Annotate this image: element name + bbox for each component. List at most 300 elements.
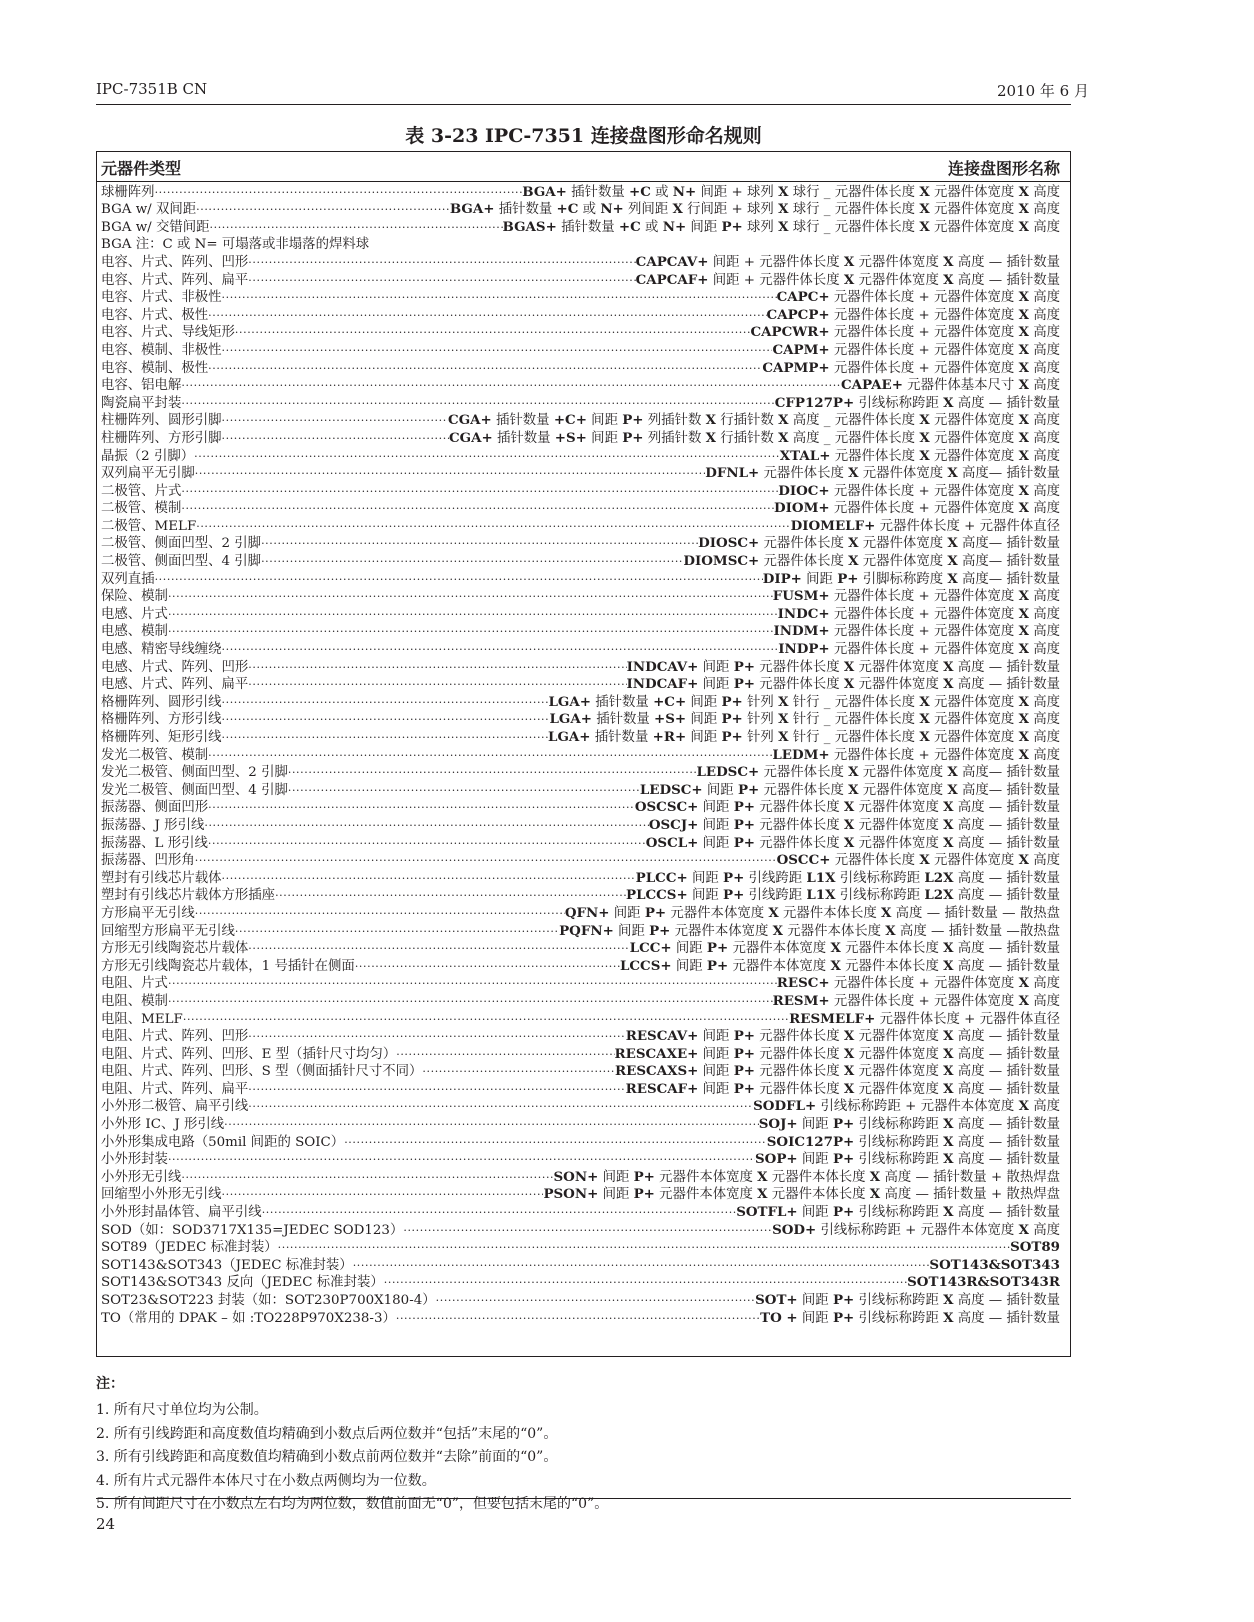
pattern-text-token: 元器件体宽度 — [854, 817, 944, 833]
pattern-code-token: X — [919, 201, 930, 218]
pattern-text-token: 元器件体宽度 — [929, 219, 1019, 235]
pattern-code-token: SOTFL+ — [736, 1204, 798, 1221]
pattern-code-token: OSCC+ — [776, 852, 831, 869]
land-pattern-name-cell — [646, 835, 1060, 852]
pattern-text-token: 针行 _ 元器件体长度 — [788, 712, 920, 728]
component-type-cell: 发光二极管、模制 — [101, 747, 209, 763]
pattern-code-token: X — [848, 553, 859, 570]
pattern-text-token: 高度 — [1028, 290, 1060, 306]
pattern-text-token: 元器件体长度 — [754, 1029, 844, 1045]
land-pattern-name-cell — [773, 623, 1060, 640]
pattern-text-token: 高度 — 插针数量 + 散热焊盘 — [880, 1187, 1060, 1203]
pattern-text-token: 元器件本体宽度 — [728, 941, 831, 957]
pattern-code-token: CAPC+ — [776, 289, 830, 306]
pattern-text-token: 高度 — [1028, 501, 1060, 517]
pattern-code-token: PQFN+ — [559, 922, 614, 939]
dot-leader — [168, 975, 777, 993]
pattern-code-token: CAPAE+ — [840, 377, 903, 394]
pattern-text-token: 或 — [640, 219, 663, 235]
table-row — [101, 887, 1060, 905]
pattern-code-token: P+ — [733, 834, 755, 851]
pattern-code-token: CGA+ — [448, 412, 492, 429]
component-type-cell: 保险、模制 — [101, 589, 168, 605]
pattern-code-token: LEDM+ — [772, 746, 830, 763]
pattern-text-token: 行间距 + 球列 — [682, 202, 779, 218]
land-pattern-name-cell — [760, 1310, 1060, 1327]
pattern-code-token: P+ — [837, 570, 859, 587]
pattern-code-token: SOT143&SOT343 — [929, 1256, 1060, 1273]
pattern-code-token: TO + — [760, 1309, 798, 1326]
pattern-text-token: 插针数量 — [494, 202, 557, 218]
dot-leader — [208, 359, 762, 377]
pattern-code-token: INDP+ — [778, 641, 830, 658]
land-pattern-name-cell — [626, 887, 1060, 904]
pattern-text-token: 高度— 插针数量 — [957, 782, 1060, 798]
land-pattern-name-cell — [1010, 1239, 1060, 1256]
pattern-text-token: 元器件体长度 + 元器件体宽度 — [829, 747, 1019, 763]
pattern-code-token: X — [778, 693, 789, 710]
pattern-code-token: P+ — [832, 1151, 855, 1168]
pattern-text-token: 元器件体宽度 — [854, 1064, 944, 1080]
land-pattern-name-cell — [636, 254, 1060, 271]
component-type-cell: 振荡器、J 形引线 — [101, 817, 205, 833]
component-type-cell: 小外形封晶体管、扁平引线 — [101, 1205, 262, 1221]
land-pattern-name-cell — [777, 289, 1060, 306]
pattern-code-token: RESCAXE+ — [614, 1045, 699, 1062]
pattern-text-token: 元器件体宽度 — [854, 254, 944, 270]
pattern-code-token: SOJ+ — [758, 1116, 798, 1133]
land-pattern-name-cell — [550, 711, 1061, 728]
pattern-code-token: CGA+ — [449, 429, 493, 446]
table-row — [101, 746, 1060, 764]
header-doc-code: IPC-7351B CN — [96, 80, 208, 98]
dot-leader — [222, 289, 777, 307]
pattern-code-token: X — [1018, 588, 1029, 605]
pattern-code-token: P+ — [721, 729, 743, 745]
component-type-cell: 电感、片式、阵列、扁平 — [101, 677, 249, 693]
dot-leader — [355, 957, 620, 975]
component-type-cell: 振荡器、凹形角 — [101, 853, 195, 869]
pattern-text-token: 高度 — 插针数量 — [953, 254, 1060, 270]
pattern-code-token: X — [947, 465, 958, 482]
pattern-text-token: 或 — [650, 184, 673, 200]
dot-leader — [195, 904, 565, 922]
pattern-code-token: P+ — [723, 869, 745, 886]
table-title: 表 3-23 IPC-7351 连接盘图形命名规则 — [405, 125, 762, 147]
table-row — [101, 1221, 1060, 1239]
pattern-text-token: 高度 — [1028, 360, 1060, 376]
naming-table — [96, 151, 1071, 1357]
table-row — [101, 482, 1060, 500]
dot-leader — [155, 183, 523, 201]
pattern-text-token: 元器件体宽度 — [854, 1046, 944, 1062]
land-pattern-name-cell — [448, 412, 1060, 429]
pattern-text-token: 高度 — 插针数量 — [953, 1293, 1060, 1308]
pattern-code-token: X — [947, 781, 958, 798]
pattern-code-token: P+ — [649, 922, 671, 939]
dot-leader — [168, 623, 774, 641]
pattern-code-token: X — [1018, 641, 1029, 658]
pattern-text-token: 高度 — 插针数量 — [953, 1029, 1060, 1045]
component-type-cell: 小外形二极管、扁平引线 — [101, 1099, 249, 1115]
pattern-text-token: 高度 — [1028, 1222, 1060, 1238]
land-pattern-name-cell — [778, 606, 1060, 623]
pattern-code-token: DIP+ — [762, 570, 802, 587]
pattern-code-token: X — [1018, 711, 1029, 728]
pattern-code-token: X — [843, 1080, 855, 1097]
pattern-code-token: X — [843, 1045, 855, 1062]
table-row — [101, 922, 1060, 940]
pattern-code-token: X — [1018, 605, 1029, 622]
pattern-code-token: X — [1018, 975, 1029, 992]
pattern-code-token: X — [778, 412, 789, 429]
pattern-code-token: P+ — [721, 711, 743, 728]
land-pattern-name-cell — [696, 764, 1060, 781]
pattern-text-token: 元器件体宽度 — [854, 800, 944, 816]
pattern-text-token: 球行 _ 元器件体长度 — [788, 202, 920, 218]
component-type-cell: 电容、铝电解 — [101, 378, 182, 394]
pattern-text-token: 高度 — 插针数量 — [953, 1310, 1060, 1326]
component-type-cell: 电阻、片式 — [101, 976, 168, 992]
pattern-code-token: N+ — [662, 218, 687, 235]
dot-leader — [204, 816, 648, 834]
component-type-cell: 振荡器、L 形引线 — [101, 835, 208, 851]
pattern-text-token: 元器件体长度 + 元器件体宽度 — [829, 993, 1019, 1009]
pattern-code-token: P+ — [733, 1080, 755, 1097]
table-row — [101, 535, 1060, 553]
table-body — [101, 183, 1060, 1327]
pattern-text-token: 元器件体长度 — [754, 659, 844, 675]
pattern-text-token: 引线标称跨距 — [835, 870, 925, 886]
dot-leader — [275, 887, 626, 905]
pattern-text-token: 元器件体宽度 — [929, 184, 1019, 200]
pattern-text-token: 间距 — [698, 1046, 734, 1062]
component-type-cell: 电感、精密导线缠绕 — [101, 642, 222, 658]
pattern-code-token: X — [1018, 201, 1029, 218]
component-type-cell: 方形无引线陶瓷芯片载体 — [101, 941, 249, 957]
dot-leader — [222, 412, 449, 430]
dot-leader — [181, 500, 774, 518]
pattern-text-token: 间距 — [797, 1310, 833, 1326]
land-pattern-name-cell — [736, 1204, 1060, 1221]
table-row — [101, 676, 1060, 694]
land-pattern-name-cell — [755, 1292, 1060, 1309]
land-pattern-name-cell — [450, 201, 1060, 218]
pattern-text-token: 元器件体宽度 — [858, 554, 948, 570]
land-pattern-name-cell — [449, 430, 1060, 447]
header-rule — [96, 104, 1071, 105]
column-header-land-pattern-name: 连接盘图形名称 — [947, 159, 1060, 178]
dot-leader — [168, 1151, 755, 1169]
pattern-text-token: 元器件体长度 + 元器件体宽度 — [829, 325, 1019, 341]
pattern-code-token: X — [881, 904, 892, 921]
pattern-code-token: X — [830, 940, 841, 957]
pattern-text-token: 间距 — [686, 694, 722, 710]
pattern-code-token: X — [843, 658, 855, 675]
pattern-code-token: SODFL+ — [753, 1098, 817, 1115]
table-row — [101, 904, 1060, 922]
pattern-code-token: SON+ — [553, 1168, 599, 1185]
dot-leader — [210, 218, 503, 236]
component-type-cell: 双列扁平无引脚 — [101, 466, 195, 482]
pattern-code-token: RESC+ — [776, 975, 830, 992]
pattern-text-token: 元器件体长度 + 元器件体宽度 — [829, 290, 1019, 306]
table-row — [101, 1063, 1060, 1081]
component-type-cell: 二极管、模制 — [101, 501, 182, 517]
note-item: 2. 所有引线跨距和高度数值均精确到小数点后两位数并“包括”末尾的“0”。 — [96, 1425, 558, 1442]
pattern-code-token: X — [919, 429, 930, 446]
pattern-code-token: X — [1018, 500, 1029, 517]
pattern-text-token: 高度 — 插针数量 — [953, 1081, 1060, 1097]
pattern-text-token: 高度 — [1028, 413, 1060, 429]
component-type-cell: 塑封有引线芯片载体方形插座 — [101, 888, 276, 904]
note-item: 3. 所有引线跨距和高度数值均精确到小数点前两位数并“去除”前面的“0”。 — [96, 1449, 558, 1466]
pattern-code-token: +S+ — [554, 429, 587, 446]
pattern-code-token: P+ — [733, 1063, 755, 1080]
pattern-text-token: 元器件本体宽度 — [728, 958, 831, 974]
pattern-code-token: P+ — [644, 904, 667, 921]
dot-leader — [194, 447, 780, 465]
table-row — [101, 1186, 1060, 1204]
pattern-text-token: 元器件体宽度 — [929, 413, 1019, 429]
pattern-text-token: 元器件体长度 — [759, 466, 849, 482]
pattern-code-token: X — [1018, 1098, 1029, 1115]
component-type-cell: 发光二极管、侧面凹型、2 引脚 — [101, 765, 288, 781]
pattern-code-token: CAPMP+ — [762, 359, 830, 376]
pattern-code-token: BGA+ — [449, 201, 495, 218]
pattern-code-token: X — [1018, 359, 1029, 376]
table-row — [101, 218, 1060, 236]
land-pattern-name-cell — [543, 1186, 1060, 1203]
pattern-code-token: P+ — [633, 1168, 655, 1185]
pattern-text-token: 元器件体长度 + 元器件体宽度 — [829, 606, 1019, 622]
pattern-code-token: X — [943, 1309, 954, 1326]
dot-leader — [222, 728, 549, 746]
pattern-text-token: 元器件本体长度 — [840, 941, 944, 957]
table-header — [97, 152, 1070, 182]
pattern-code-token: X — [919, 218, 930, 235]
pattern-code-token: X — [778, 729, 789, 745]
component-type-cell: SOT143&SOT343（JEDEC 标准封装） — [101, 1257, 353, 1273]
pattern-text-token: 元器件体长度 — [754, 1046, 844, 1062]
dot-leader — [422, 1063, 615, 1081]
table-row — [101, 764, 1060, 782]
pattern-code-token: SOD+ — [772, 1221, 817, 1238]
pattern-text-token: 元器件体宽度 — [858, 536, 948, 552]
component-type-cell: 格栅阵列、圆形引线 — [101, 694, 222, 710]
pattern-code-token: SOT+ — [755, 1292, 798, 1308]
land-pattern-name-cell — [630, 940, 1060, 957]
pattern-code-token: X — [843, 1063, 855, 1080]
dot-leader — [195, 465, 706, 483]
pattern-text-token: 高度 — [1028, 730, 1060, 745]
dot-leader — [181, 377, 841, 395]
pattern-text-token: 间距 — [702, 782, 738, 798]
pattern-code-token: X — [1018, 412, 1029, 429]
pattern-code-token: P+ — [733, 1028, 755, 1045]
land-pattern-name-cell — [777, 975, 1060, 992]
component-type-cell: 电阻、片式、阵列、凹形、S 型（侧面插针尺寸不同） — [101, 1064, 423, 1080]
table-row — [101, 324, 1060, 342]
dot-leader — [208, 746, 772, 764]
dot-leader — [155, 570, 763, 588]
dot-leader — [222, 1186, 544, 1204]
pattern-text-token: 高度 — 插针数量 — [953, 1046, 1060, 1062]
table-row — [101, 341, 1060, 359]
dot-leader — [222, 869, 636, 887]
pattern-text-token: 列插针数 — [643, 413, 706, 429]
dot-leader — [208, 799, 635, 817]
component-type-cell: 电感、片式、阵列、凹形 — [101, 659, 249, 675]
pattern-code-token: XTAL+ — [779, 447, 831, 464]
pattern-code-token: X — [1018, 183, 1029, 200]
pattern-code-token: RESCAF+ — [625, 1080, 699, 1097]
table-row — [101, 781, 1060, 799]
dot-leader — [248, 253, 635, 271]
pattern-text-token: 引线标称跨距 — [854, 1152, 944, 1168]
table-row — [101, 1151, 1060, 1169]
land-pattern-name-cell — [549, 694, 1060, 711]
dot-leader — [208, 306, 766, 324]
pattern-code-token: X — [843, 253, 855, 270]
pattern-text-token: 元器件体宽度 — [854, 1081, 944, 1097]
pattern-text-token: 插针数量 — [556, 219, 619, 235]
note-item: 1. 所有尺寸单位均为公制。 — [96, 1402, 268, 1418]
pattern-text-token: 高度— 插针数量 — [957, 466, 1060, 482]
land-pattern-name-cell — [763, 571, 1060, 588]
pattern-code-token: CAPCAF+ — [635, 271, 709, 288]
pattern-text-token: 高度— 插针数量 — [957, 765, 1060, 781]
pattern-code-token: L1X — [806, 887, 836, 904]
pattern-code-token: FUSM+ — [772, 588, 830, 605]
component-type-cell: 电阻、片式、阵列、凹形 — [101, 1029, 249, 1045]
pattern-text-token: 间距 — [613, 923, 650, 939]
pattern-code-token: X — [1018, 1221, 1029, 1238]
table-row — [101, 271, 1060, 289]
pattern-code-token: P+ — [832, 1292, 855, 1308]
land-pattern-name-cell — [929, 1257, 1060, 1274]
pattern-code-token: P+ — [733, 676, 755, 693]
component-type-cell: 小外形封装 — [101, 1152, 168, 1168]
pattern-text-token: 球行 _ 元器件体长度 — [788, 219, 920, 235]
pattern-text-token: 插针数量 — [491, 413, 554, 429]
pattern-code-token: X — [943, 1133, 954, 1150]
pattern-text-token: 高度 — [1028, 976, 1060, 992]
table-row — [101, 728, 1060, 746]
pattern-code-token: X — [943, 658, 954, 675]
pattern-text-token: 球列 — [742, 219, 779, 235]
pattern-code-token: X — [778, 429, 789, 446]
pattern-code-token: CAPCAV+ — [635, 253, 709, 270]
pattern-text-token: 元器件体长度 + 元器件体宽度 — [829, 342, 1019, 358]
pattern-code-token: P+ — [723, 887, 745, 904]
component-type-cell: 电阻、片式、阵列、扁平 — [101, 1081, 249, 1097]
component-type-cell: 电容、片式、阵列、凹形 — [101, 254, 249, 270]
dot-leader — [235, 922, 559, 940]
component-type-cell: 柱栅阵列、圆形引脚 — [101, 413, 222, 429]
pattern-text-token: 元器件体长度 + 元器件体宽度 — [829, 624, 1019, 640]
land-pattern-name-cell — [772, 1222, 1060, 1239]
table-row — [101, 1274, 1060, 1292]
component-type-cell: 塑封有引线芯片载体 — [101, 870, 222, 886]
pattern-code-token: X — [943, 394, 954, 411]
pattern-code-token: DFNL+ — [705, 465, 760, 482]
pattern-text-token: 元器件体长度 + 元器件体宽度 — [829, 483, 1019, 499]
pattern-code-token: RESMELF+ — [789, 1010, 876, 1027]
pattern-code-token: LCCS+ — [619, 957, 672, 974]
land-pattern-name-cell — [705, 465, 1060, 482]
pattern-text-token: 高度 — [1028, 747, 1060, 763]
pattern-code-token: L1X — [806, 869, 836, 886]
land-pattern-name-cell — [640, 782, 1060, 799]
table-row — [101, 1080, 1060, 1098]
pattern-text-token: 间距 — [698, 659, 734, 675]
pattern-code-token: X — [943, 940, 954, 957]
pattern-text-token: 元器件体长度 — [754, 817, 844, 833]
pattern-text-token: 引线标称跨距 — [854, 1310, 944, 1326]
pattern-text-token: 元器件体宽度 — [929, 730, 1019, 745]
table-row — [101, 1291, 1060, 1309]
pattern-code-token: X — [1018, 306, 1029, 323]
pattern-code-token: P+ — [706, 957, 729, 974]
pattern-text-token: 元器件本体宽度 — [654, 1187, 758, 1203]
land-pattern-name-cell — [750, 324, 1060, 341]
pattern-code-token: X — [943, 834, 954, 851]
pattern-code-token: INDCAF+ — [626, 676, 699, 693]
pattern-text-token: 引线标称跨距 — [854, 1134, 944, 1150]
pattern-code-token: DIOMSC+ — [683, 553, 760, 570]
pattern-text-token: 元器件体宽度 — [854, 659, 944, 675]
pattern-code-token: L2X — [924, 869, 954, 886]
dot-leader — [396, 1309, 760, 1327]
land-pattern-name-cell — [780, 448, 1060, 465]
pattern-text-token: 高度 — 插针数量 — [953, 395, 1060, 411]
land-pattern-name-cell — [620, 958, 1060, 975]
pattern-code-token: X — [1018, 992, 1029, 1009]
land-pattern-name-cell — [753, 1098, 1060, 1115]
land-pattern-name-cell — [615, 1063, 1060, 1080]
pattern-code-token: X — [1018, 729, 1029, 745]
pattern-code-token: X — [843, 799, 855, 816]
pattern-text-token: 元器件体长度 + 元器件体宽度 — [829, 976, 1019, 992]
pattern-text-token: 间距 — [698, 835, 734, 851]
pattern-code-token: P+ — [622, 412, 644, 429]
pattern-text-token: 针列 — [742, 730, 779, 745]
pattern-text-token: 元器件体宽度 — [854, 677, 944, 693]
table-row — [101, 940, 1060, 958]
pattern-text-token: 高度 — [1028, 378, 1060, 394]
pattern-code-token: X — [848, 781, 859, 798]
header-date: 2010 年 6 月 — [996, 82, 1089, 100]
pattern-code-token: X — [1018, 341, 1029, 358]
table-row — [101, 1098, 1060, 1116]
pattern-code-token: PSON+ — [543, 1186, 599, 1203]
pattern-text-token: 高度 — [1028, 307, 1060, 323]
pattern-code-token: X — [843, 676, 855, 693]
pattern-text-token: 插针数量 — [591, 712, 655, 728]
pattern-text-token: 元器件体长度 — [754, 835, 844, 851]
pattern-text-token: 引线标称跨距 — [854, 1293, 944, 1308]
dot-leader — [208, 834, 646, 852]
pattern-text-token: 高度 — 插针数量 — [953, 870, 1060, 886]
table-row — [101, 711, 1060, 729]
pattern-text-token: 行插针数 — [715, 430, 779, 446]
table-row — [101, 1133, 1060, 1151]
table-row — [101, 570, 1060, 588]
component-type-cell: 电容、模制、非极性 — [101, 342, 222, 358]
pattern-text-token: 高度 — [1028, 642, 1060, 658]
pattern-code-token: X — [869, 1186, 881, 1203]
